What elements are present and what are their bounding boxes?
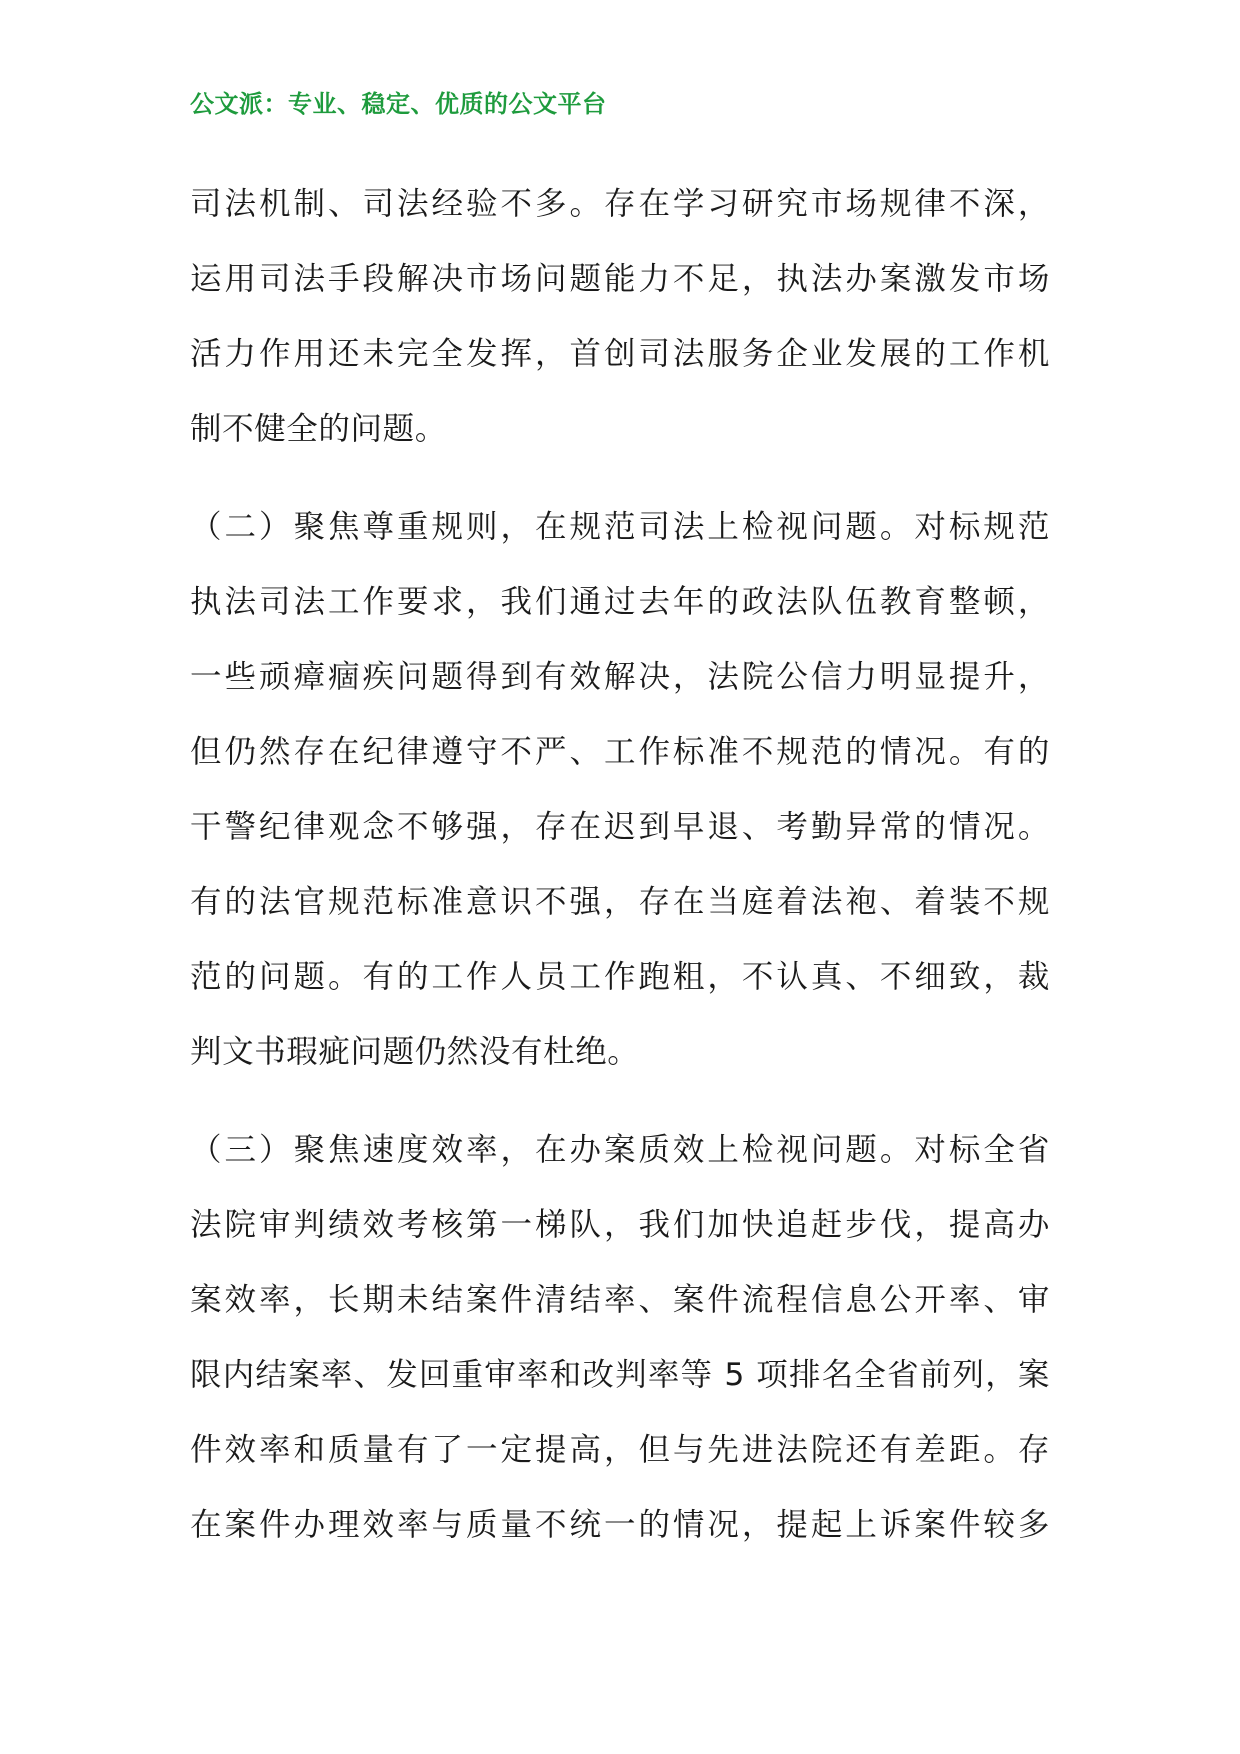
text-line: 运用司法手段解决市场问题能力不足，执法办案激发市场 xyxy=(190,261,1050,297)
paragraph-2 xyxy=(190,490,1050,1090)
site-header: 公文派：专业、稳定、优质的公文平台 xyxy=(190,89,607,118)
paragraph-1 xyxy=(190,167,1050,467)
body-text xyxy=(190,167,1050,1563)
text-line: 案效率，长期未结案件清结率、案件流程信息公开率、审 xyxy=(190,1282,1050,1318)
text-line: 司法机制、司法经验不多。存在学习研究市场规律不深， xyxy=(190,186,1050,222)
text-line: 件效率和质量有了一定提高，但与先进法院还有差距。存 xyxy=(190,1432,1050,1468)
text-line: 一些顽瘴痼疾问题得到有效解决，法院公信力明显提升， xyxy=(190,659,1050,695)
text-line: 干警纪律观念不够强，存在迟到早退、考勤异常的情况。 xyxy=(190,809,1050,845)
text-line: 范的问题。有的工作人员工作跑粗，不认真、不细致，裁 xyxy=(190,959,1050,995)
text-line: 判文书瑕疵问题仍然没有杜绝。 xyxy=(190,1034,640,1070)
text-line: 在案件办理效率与质量不统一的情况，提起上诉案件较多 xyxy=(190,1507,1050,1543)
text-line: （二）聚焦尊重规则，在规范司法上检视问题。对标规范 xyxy=(190,509,1050,545)
paragraph-3 xyxy=(190,1113,1050,1563)
text-line: 限内结案率、发回重审率和改判率等 5 项排名全省前列，案 xyxy=(190,1357,1050,1393)
text-line: 制不健全的问题。 xyxy=(190,411,447,447)
text-line: 有的法官规范标准意识不强，存在当庭着法袍、着装不规 xyxy=(190,884,1050,920)
text-line: 执法司法工作要求，我们通过去年的政法队伍教育整顿， xyxy=(190,584,1050,620)
text-line: 活力作用还未完全发挥，首创司法服务企业发展的工作机 xyxy=(190,336,1050,372)
text-line: 但仍然存在纪律遵守不严、工作标准不规范的情况。有的 xyxy=(190,734,1050,770)
text-line: （三）聚焦速度效率，在办案质效上检视问题。对标全省 xyxy=(190,1132,1050,1168)
text-line: 法院审判绩效考核第一梯队，我们加快追赶步伐，提高办 xyxy=(190,1207,1050,1243)
